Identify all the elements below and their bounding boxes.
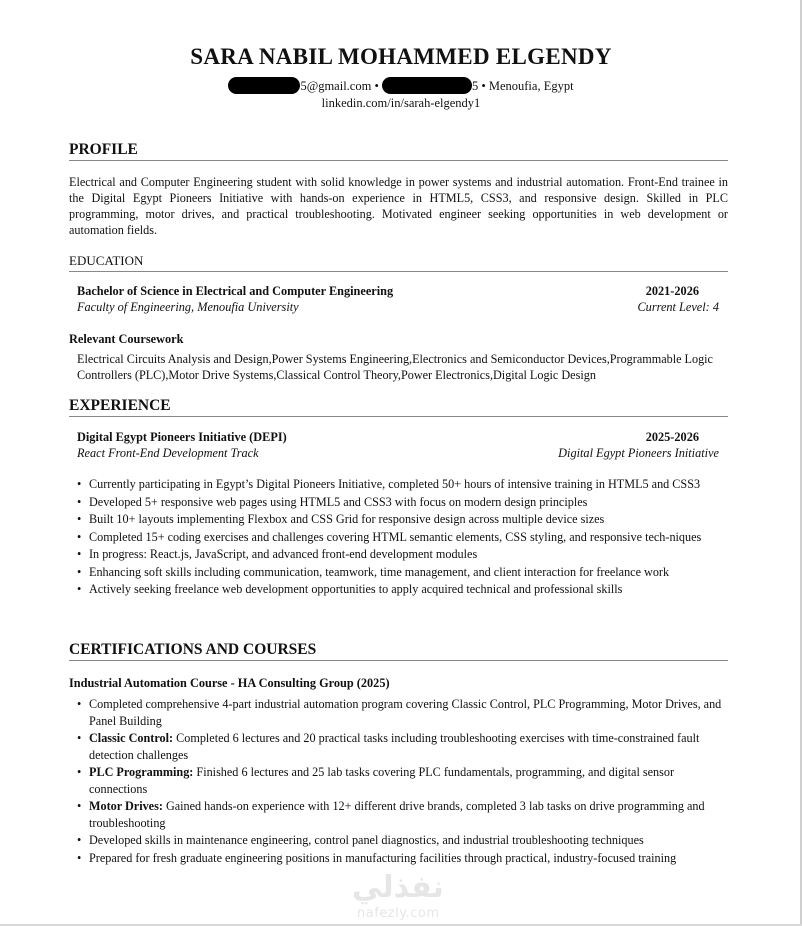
list-item: • Motor Drives: Gained hands-on experience with 12+ different drive brands, completed 3 lab tasks on drive programming and troubleshooting xyxy=(77,799,705,830)
list-item: • Completed comprehensive 4-part industrial automation program covering Classic Control, PLC Programming, Motor Drives, and Panel Building xyxy=(77,697,722,728)
course-title: Industrial Automation Course - HA Consulting Group (2025) xyxy=(69,676,390,690)
experience-org-right: Digital Egypt Pioneers Initiative xyxy=(558,446,719,460)
list-item: • PLC Programming: Finished 6 lectures and 25 lab tasks covering PLC fundamentals, programming, and digital sensor connections xyxy=(77,765,675,796)
separator: • xyxy=(374,79,379,93)
email-text: 5@gmail.com xyxy=(300,79,372,93)
experience-bullets xyxy=(77,476,729,599)
list-item: • Enhancing soft skills including communication, teamwork, time management, and client interaction for freelance work xyxy=(77,564,670,579)
separator: • xyxy=(481,79,486,93)
experience-years: 2025-2026 xyxy=(645,430,699,444)
redacted-email-block xyxy=(228,77,300,94)
list-item: • Developed skills in maintenance engineering, control panel diagnostics, and industrial troubleshooting techniques xyxy=(77,833,644,847)
section-divider xyxy=(69,416,728,417)
education-heading: EDUCATION xyxy=(69,253,144,268)
list-item: • Developed 5+ responsive web pages using HTML5 and CSS3 with focus on modern design principles xyxy=(77,494,588,509)
profile-text: Electrical and Computer Engineering student with solid knowledge in power systems and industrial automation. Front-End trainee in the Digital Egypt Pioneers Initiative with hands-on experience in HTML5, CSS3, and responsive design. Skilled in PLC programming, motor drives, and practical troubleshooting. Motivated engineer seeking opportunities in web development or automation fields. xyxy=(69,175,728,237)
list-item: • Completed 15+ coding exercises and challenges covering HTML semantic elements, CSS styling, and responsive tech-niques xyxy=(77,529,702,544)
current-level: Current Level: 4 xyxy=(637,300,719,314)
profile-heading: PROFILE xyxy=(69,141,138,158)
location-text: Menoufia, Egypt xyxy=(488,79,574,93)
contact-line xyxy=(0,77,802,94)
experience-org: Digital Egypt Pioneers Initiative (DEPI) xyxy=(77,430,287,444)
phone-text: 5 xyxy=(471,79,479,93)
watermark-arabic: نفذلي xyxy=(352,870,444,905)
list-item: • Prepared for fresh graduate engineering positions in manufacturing facilities through practical, industry-focused training xyxy=(77,850,677,865)
redacted-phone-block xyxy=(382,77,472,94)
degree-title: Bachelor of Science in Electrical and Computer Engineering xyxy=(77,284,394,298)
education-years: 2021-2026 xyxy=(645,284,699,298)
linkedin-link[interactable]: linkedin.com/in/sarah-elgendy1 xyxy=(321,96,481,110)
list-item: • Built 10+ layouts implementing Flexbox and CSS Grid for responsive design across multiple device sizes xyxy=(77,512,605,526)
experience-track: React Front-End Development Track xyxy=(77,446,259,460)
section-divider xyxy=(69,271,728,272)
certification-bullets xyxy=(77,696,729,867)
list-item: • Actively seeking freelance web development opportunities to apply acquired technical and professional skills xyxy=(77,582,623,596)
faculty-name: Faculty of Engineering, Menoufia University xyxy=(77,300,299,314)
section-divider xyxy=(69,660,728,661)
certifications-heading: CERTIFICATIONS AND COURSES xyxy=(69,641,317,658)
watermark-latin: nafezly.com xyxy=(357,906,440,921)
coursework-list: Electrical Circuits Analysis and Design,Power Systems Engineering,Electronics and Semiconductor Devices,Programmable Logic Controllers (PLC),Motor Drive Systems,Classical Control Theory,Power Electronics,Digital Logic Design xyxy=(77,352,713,382)
list-item: • Classic Control: Completed 6 lectures and 20 practical tasks including troubleshooting exercises with time-constrained fault detection challenges xyxy=(77,731,700,762)
list-item: • Currently participating in Egypt’s Digital Pioneers Initiative, completed 50+ hours of intensive training in HTML5 and CSS3 xyxy=(77,477,701,491)
list-item: • In progress: React.js, JavaScript, and advanced front-end development modules xyxy=(77,547,478,561)
resume-name: SARA NABIL MOHAMMED ELGENDY xyxy=(190,44,612,69)
section-divider xyxy=(69,160,728,161)
coursework-heading: Relevant Coursework xyxy=(69,332,184,346)
experience-heading: EXPERIENCE xyxy=(69,397,171,414)
